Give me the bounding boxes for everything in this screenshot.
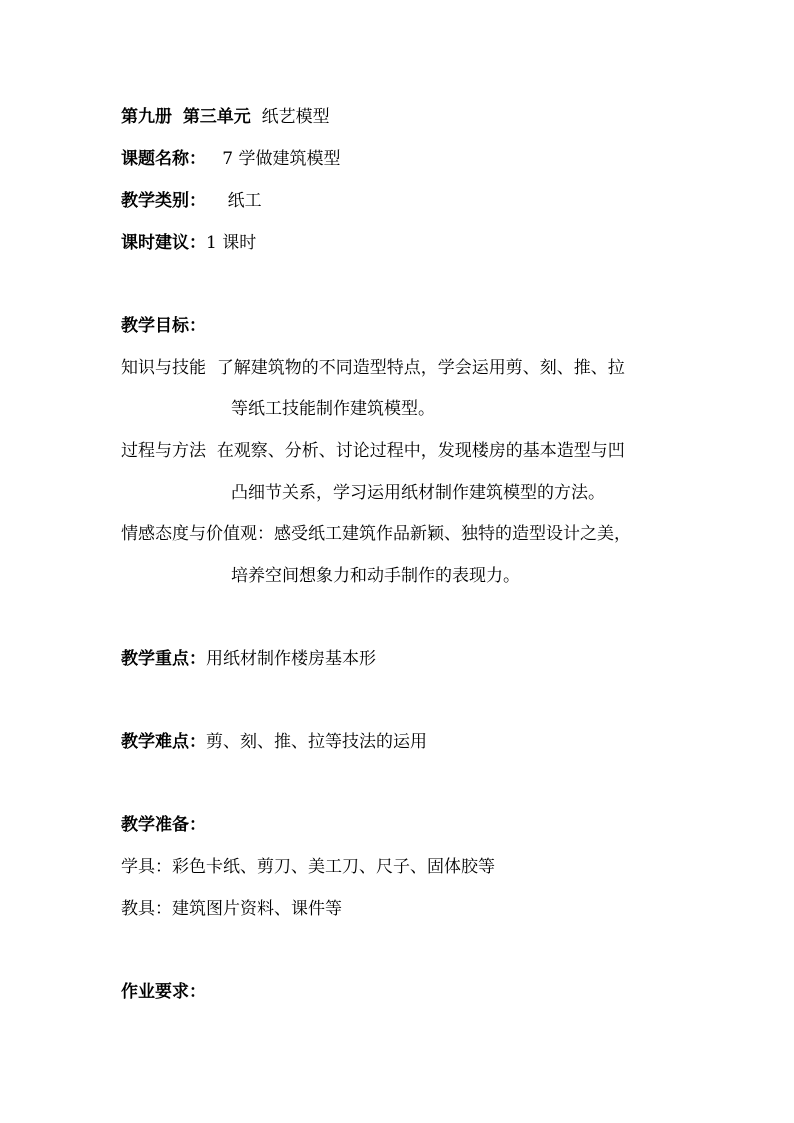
key-point-label: 教学重点：: [121, 649, 206, 669]
difficulty-value: 剪、刻、推、拉等技法的运用: [206, 732, 427, 752]
emotion-label: 情感态度与价值观：: [121, 524, 274, 544]
homework-heading: 作业要求：: [121, 982, 206, 1002]
category-label: 教学类别：: [121, 191, 206, 211]
topic-label: 课题名称：: [121, 149, 206, 169]
hours-value: 1 课时: [206, 233, 257, 253]
category-row: [121, 190, 262, 212]
process-text-2: 凸细节关系，学习运用纸材制作建筑模型的方法。: [231, 483, 605, 503]
emotion-text-1: 感受纸工建筑作品新颖、独特的造型设计之美，: [274, 524, 631, 544]
hours-label: 课时建议：: [121, 233, 206, 253]
knowledge-label: 知识与技能: [121, 358, 206, 378]
topic-value: 7 学做建筑模型: [222, 149, 341, 169]
knowledge-text-2: 等纸工技能制作建筑模型。: [231, 399, 435, 419]
unit-title: 纸艺模型: [261, 107, 330, 127]
process-row: [121, 440, 625, 462]
unit-header: [121, 106, 330, 128]
difficulty-row: [121, 731, 427, 753]
teacher-tools: 教具：建筑图片资料、课件等: [121, 899, 342, 919]
emotion-text-2: 培养空间想象力和动手制作的表现力。: [231, 566, 520, 586]
unit-name: 第三单元: [182, 107, 251, 127]
preparation-heading: 教学准备：: [121, 815, 206, 835]
difficulty-label: 教学难点：: [121, 732, 206, 752]
hours-row: [121, 232, 256, 254]
key-point-row: [121, 648, 376, 670]
knowledge-row: [121, 357, 625, 379]
category-value: 纸工: [227, 191, 262, 211]
key-point-value: 用纸材制作楼房基本形: [206, 649, 376, 669]
process-label: 过程与方法: [121, 441, 206, 461]
process-text-1: 在观察、分析、讨论过程中，发现楼房的基本造型与凹: [216, 441, 625, 461]
unit-label: 第九册: [121, 107, 172, 127]
student-tools: 学具：彩色卡纸、剪刀、美工刀、尺子、固体胶等: [121, 857, 495, 877]
topic-row: [121, 148, 340, 170]
objectives-heading: 教学目标：: [121, 316, 206, 336]
emotion-row: [121, 523, 631, 545]
knowledge-text-1: 了解建筑物的不同造型特点，学会运用剪、刻、推、拉: [216, 358, 625, 378]
